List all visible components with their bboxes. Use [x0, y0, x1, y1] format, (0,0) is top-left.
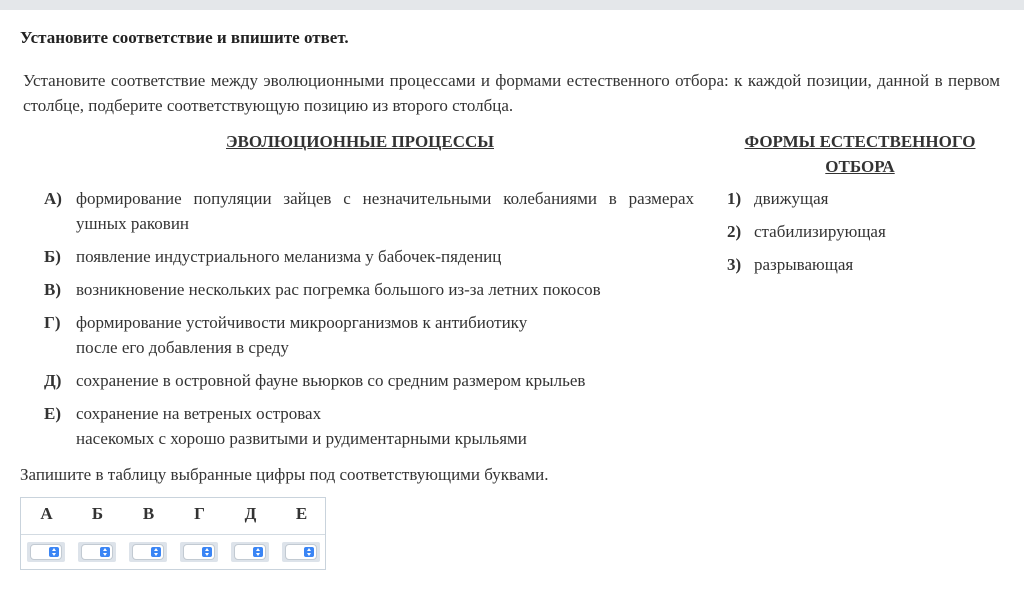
- answer-header-a: А: [40, 504, 53, 523]
- process-text-line-1: сохранение на ветреных островах: [76, 404, 322, 423]
- process-item-v: [44, 277, 694, 302]
- select-arrows-icon: [304, 547, 314, 557]
- answer-header-d: Д: [244, 504, 257, 523]
- process-letter: А): [44, 189, 62, 208]
- answer-table: [20, 497, 326, 570]
- select-arrows-icon: [151, 547, 161, 557]
- option-number: 2): [727, 222, 742, 241]
- answer-header-b: Б: [91, 504, 104, 523]
- answer-select-v[interactable]: [132, 544, 164, 560]
- process-text: появление индустриального меланизма у бабочек-пядениц: [76, 247, 502, 266]
- process-letter: Д): [44, 371, 62, 390]
- process-item-d: [44, 368, 694, 393]
- option-item-1: [727, 186, 828, 211]
- option-item-2: [727, 219, 886, 244]
- process-text: сохранение в островной фауне вьюрков со средним размером крыльев: [76, 371, 586, 390]
- answer-header-v: В: [142, 504, 155, 523]
- process-item-a: [44, 186, 694, 236]
- process-text: возникновение нескольких рас погремка большого из-за летних покосов: [76, 280, 601, 299]
- answer-table-header-row: [21, 498, 325, 535]
- option-text: стабилизирующая: [754, 222, 886, 241]
- answer-header-g: Г: [194, 504, 205, 523]
- answer-cell-e: [282, 542, 320, 562]
- answer-cell-d: [231, 542, 269, 562]
- process-letter: Б): [44, 247, 61, 266]
- answer-cell-a: [27, 542, 65, 562]
- option-text: разрывающая: [754, 255, 854, 274]
- answer-cell-b: [78, 542, 116, 562]
- process-item-g: [44, 310, 694, 360]
- answer-select-a[interactable]: [30, 544, 62, 560]
- process-text-line-2: после его добавления в среду: [76, 338, 289, 357]
- answer-select-g[interactable]: [183, 544, 215, 560]
- option-text: движущая: [754, 189, 829, 208]
- process-item-b: [44, 244, 694, 269]
- processes-column-header: ЭВОЛЮЦИОННЫЕ ПРОЦЕССЫ: [226, 132, 494, 151]
- answer-select-b[interactable]: [81, 544, 113, 560]
- top-bar: [0, 0, 1024, 10]
- answer-select-d[interactable]: [234, 544, 266, 560]
- select-arrows-icon: [202, 547, 212, 557]
- process-text-line-2: насекомых с хорошо развитыми и рудиментарными крыльями: [76, 429, 527, 448]
- answer-prompt: Запишите в таблицу выбранные цифры под соответствующими буквами.: [20, 465, 549, 484]
- process-text-line-1: формирование устойчивости микроорганизмов к антибиотику: [76, 313, 528, 332]
- option-number: 3): [727, 255, 742, 274]
- select-arrows-icon: [253, 547, 263, 557]
- answer-cell-g: [180, 542, 218, 562]
- answer-cell-v: [129, 542, 167, 562]
- process-item-e: [44, 401, 694, 451]
- selection-forms-column-header: ФОРМЫ ЕСТЕСТВЕННОГО ОТБОРА: [744, 132, 976, 176]
- option-item-3: [727, 252, 853, 277]
- process-letter: Е): [44, 404, 61, 423]
- process-text: формирование популяции зайцев с незначительными колебаниями в размерах ушных раковин: [76, 189, 694, 233]
- select-arrows-icon: [49, 547, 59, 557]
- answer-header-e: Е: [295, 504, 308, 523]
- process-text: [76, 310, 694, 360]
- answer-select-e[interactable]: [285, 544, 317, 560]
- process-text: [76, 401, 694, 451]
- process-letter: В): [44, 280, 61, 299]
- select-arrows-icon: [100, 547, 110, 557]
- question-text: Установите соответствие между эволюционными процессами и формами естественного отбора: к каждой позиции, данной в первом столбце, подберите соответствующую позицию из второго столбца.: [23, 71, 1000, 115]
- task-instruction: Установите соответствие и впишите ответ.: [20, 28, 349, 47]
- process-letter: Г): [44, 313, 61, 332]
- option-number: 1): [727, 189, 742, 208]
